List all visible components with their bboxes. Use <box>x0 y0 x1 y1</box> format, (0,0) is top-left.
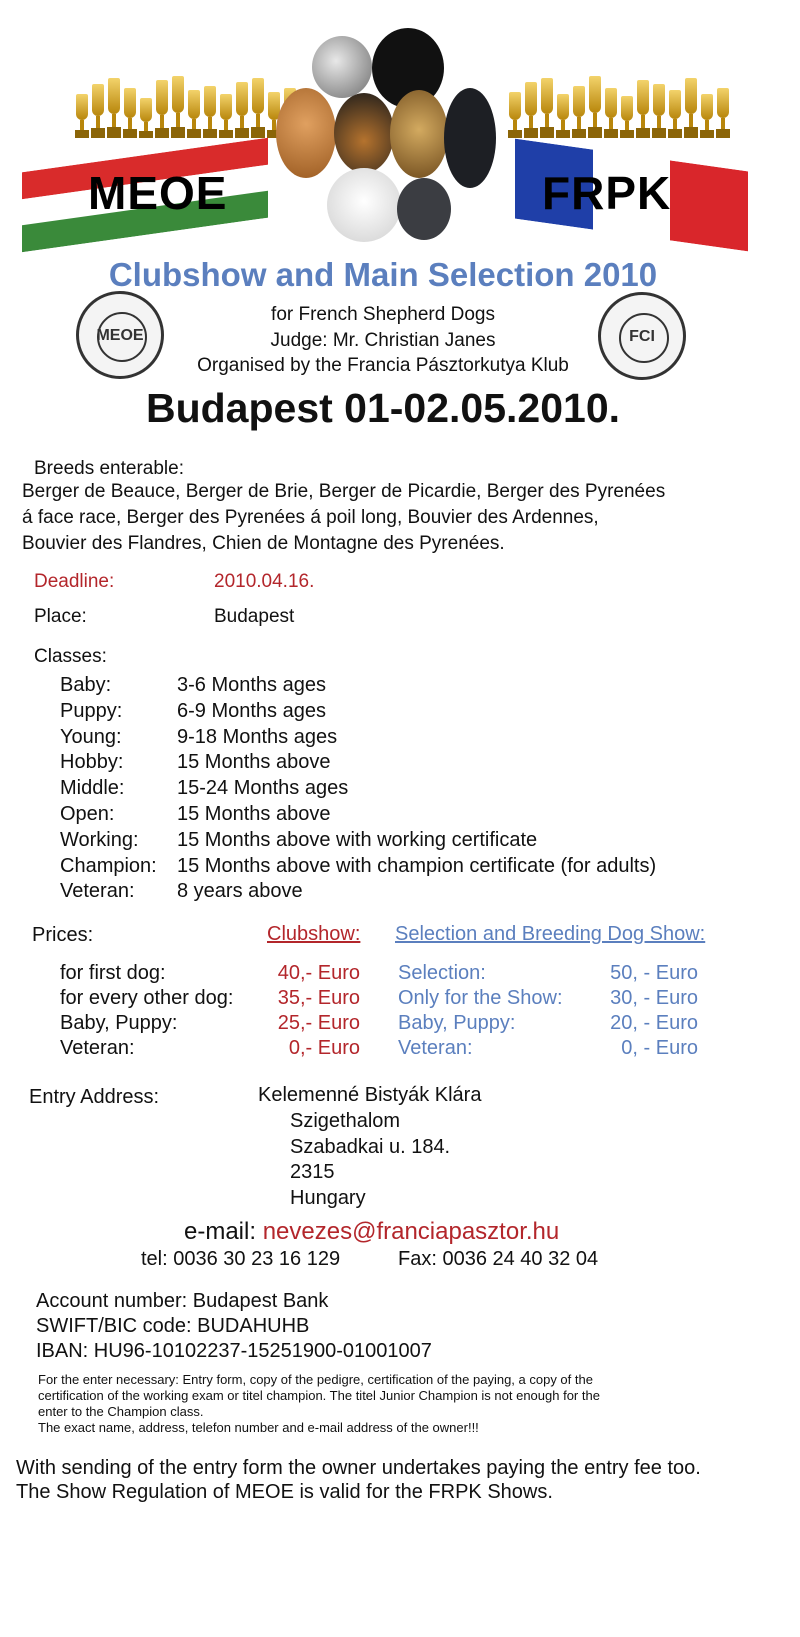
trophy-icon <box>75 94 89 138</box>
selection-price-value: 20, - Euro <box>610 1012 698 1034</box>
place-value: Budapest <box>214 606 295 627</box>
class-name: Champion: <box>60 854 157 877</box>
subtitle-judge: Judge: Mr. Christian Janes <box>270 330 496 351</box>
trophy-icon <box>171 76 185 138</box>
class-description: 15 Months above <box>177 803 331 825</box>
class-description: 8 years above <box>177 880 303 903</box>
fax: Fax: 0036 24 40 32 04 <box>398 1248 599 1270</box>
entry-address-line: Hungary <box>290 1187 366 1209</box>
footer-line: The Show Regulation of MEOE is valid for the FRPK Shows. <box>16 1481 553 1503</box>
trophy-icon <box>187 90 201 138</box>
entry-address-line: 2315 <box>290 1161 335 1183</box>
class-name: Hobby: <box>60 751 124 774</box>
trophy-icon <box>235 82 249 138</box>
email-label: e-mail: <box>184 1218 257 1245</box>
class-description: 15 Months above with champion certificate (for adults) <box>177 854 657 877</box>
breeds-line: á face race, Berger des Pyrenées á poil long, Bouvier des Ardennes, <box>22 507 599 528</box>
breeds-line: Berger de Beauce, Berger de Brie, Berger de Picardie, Berger des Pyrenées <box>22 481 666 502</box>
dog-collage <box>272 28 502 248</box>
trophies-right <box>508 74 730 138</box>
clubshow-header: Clubshow: <box>267 923 361 945</box>
trophy-icon <box>107 78 121 138</box>
trophy-icon <box>604 88 618 138</box>
class-description: 6-9 Months ages <box>177 699 326 722</box>
dog-head-icon <box>327 168 401 242</box>
trophy-icon <box>155 80 169 138</box>
selection-price-label: Selection: <box>398 962 486 984</box>
trophy-icon <box>508 92 522 138</box>
class-name: Middle: <box>60 777 125 800</box>
page-title: Clubshow and Main Selection 2010 <box>108 256 658 293</box>
class-name: Veteran: <box>60 880 135 903</box>
class-name: Young: <box>60 725 122 748</box>
account-number: Account number: Budapest Bank <box>36 1290 329 1312</box>
dog-head-icon <box>397 178 451 240</box>
entry-address-line: Szabadkai u. 184. <box>290 1136 451 1158</box>
class-description: 15 Months above with working certificate <box>177 828 538 851</box>
trophies-left <box>75 74 297 138</box>
class-description: 15-24 Months ages <box>177 777 349 800</box>
place-label: Place: <box>34 606 87 627</box>
selection-price-value: 30, - Euro <box>610 987 698 1009</box>
clubshow-price-value: 40,- Euro <box>277 962 360 984</box>
subtitle-organiser: Organised by the Francia Pásztorkutya Klub <box>197 355 569 376</box>
dog-head-icon <box>276 88 336 178</box>
dog-head-icon <box>390 90 448 178</box>
meoe-seal: MEOE <box>76 291 164 379</box>
trophy-icon <box>620 96 634 138</box>
entry-address-line: Szigethalom <box>290 1110 401 1132</box>
trophy-icon <box>572 86 586 138</box>
trophy-icon <box>684 78 698 138</box>
dog-head-icon <box>312 36 372 98</box>
breeds-label: Breeds enterable: <box>34 458 184 479</box>
swift-code: SWIFT/BIC code: BUDAHUHB <box>36 1315 310 1337</box>
trophy-icon <box>540 78 554 138</box>
fci-seal: FCI <box>598 292 686 380</box>
deadline-value: 2010.04.16. <box>214 571 315 592</box>
frpk-label: FRPK <box>542 167 672 219</box>
clubshow-price-value: 0,- Euro <box>288 1037 360 1059</box>
breeds-line: Bouvier des Flandres, Chien de Montagne des Pyrenées. <box>22 533 505 554</box>
trophy-icon <box>203 86 217 138</box>
clubshow-price-value: 35,- Euro <box>277 987 360 1009</box>
note-line: certification of the working exam or titel champion. The titel Junior Champion is not enough for the <box>38 1388 600 1403</box>
footer-line: With sending of the entry form the owner undertakes paying the entry fee too. <box>16 1457 701 1479</box>
email-line <box>184 1218 559 1246</box>
trophy-icon <box>123 88 137 138</box>
iban: IBAN: HU96-10102237-15251900-01001007 <box>36 1340 432 1362</box>
class-description: 9-18 Months ages <box>177 725 338 748</box>
trophy-icon <box>700 94 714 138</box>
trophy-icon <box>91 84 105 138</box>
class-description: 15 Months above <box>177 751 331 774</box>
note-line: For the enter necessary: Entry form, copy of the pedigre, certification of the paying, a copy of the <box>38 1372 593 1387</box>
trophy-icon <box>652 84 666 138</box>
selection-header: Selection and Breeding Dog Show: <box>395 923 706 945</box>
trophy-icon <box>219 94 233 138</box>
entry-name: Kelemenné Bistyák Klára <box>258 1084 482 1106</box>
dog-head-icon <box>334 93 394 173</box>
clubshow-price-label: Veteran: <box>60 1037 135 1059</box>
prices-label: Prices: <box>32 924 94 946</box>
trophy-icon <box>668 90 682 138</box>
selection-price-label: Veteran: <box>398 1037 473 1059</box>
email-link[interactable]: nevezes@franciapasztor.hu <box>262 1218 560 1245</box>
meoe-label: MEOE <box>88 167 228 219</box>
clubshow-price-label: for every other dog: <box>60 987 234 1009</box>
deadline-label: Deadline: <box>34 571 115 592</box>
selection-price-label: Baby, Puppy: <box>398 1012 516 1034</box>
classes-label: Classes: <box>34 646 107 667</box>
dog-head-icon <box>444 88 496 188</box>
class-name: Open: <box>60 803 115 825</box>
trophy-icon <box>524 82 538 138</box>
note-line: The exact name, address, telefon number and e-mail address of the owner!!! <box>38 1420 479 1435</box>
class-name: Working: <box>60 828 139 851</box>
selection-price-value: 0, - Euro <box>621 1037 698 1059</box>
city-date-heading: Budapest 01-02.05.2010. <box>145 385 621 431</box>
entry-address-label: Entry Address: <box>29 1086 160 1108</box>
selection-price-label: Only for the Show: <box>398 987 563 1009</box>
clubshow-price-label: for first dog: <box>60 962 166 984</box>
trophy-icon <box>251 78 265 138</box>
clubshow-price-label: Baby, Puppy: <box>60 1012 178 1034</box>
class-description: 3-6 Months ages <box>177 674 326 696</box>
trophy-icon <box>716 88 730 138</box>
note-line: enter to the Champion class. <box>38 1404 204 1419</box>
trophy-icon <box>556 94 570 138</box>
class-name: Puppy: <box>60 699 123 722</box>
tel: tel: 0036 30 23 16 129 <box>141 1248 341 1270</box>
trophy-icon <box>139 98 153 138</box>
class-name: Baby: <box>60 674 112 696</box>
trophy-icon <box>588 76 602 138</box>
selection-price-value: 50, - Euro <box>610 962 698 984</box>
subtitle-breed-group: for French Shepherd Dogs <box>271 304 495 325</box>
trophy-icon <box>636 80 650 138</box>
clubshow-price-value: 25,- Euro <box>277 1012 360 1034</box>
